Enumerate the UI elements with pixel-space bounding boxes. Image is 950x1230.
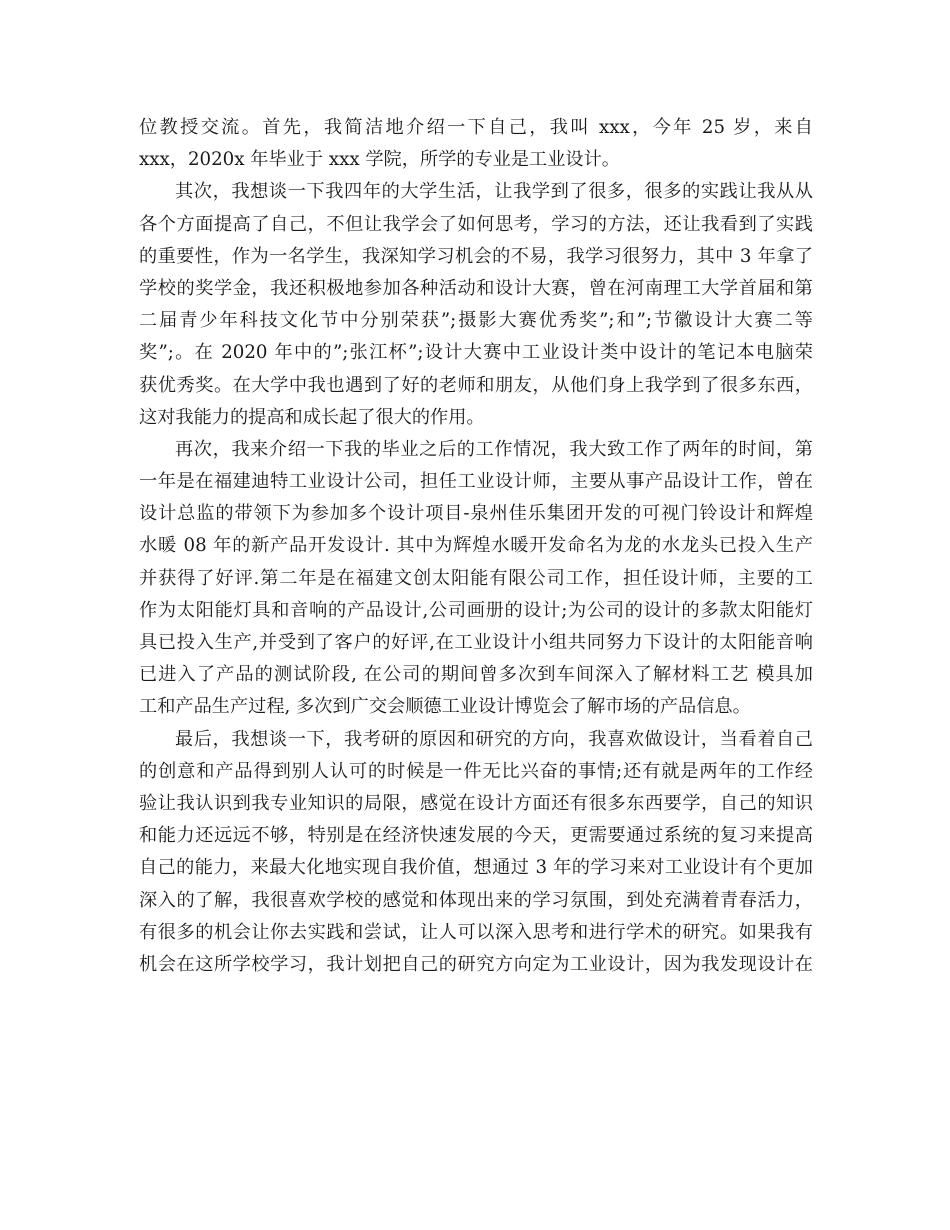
text-line: 验让我认识到我专业知识的局限，感觉在设计方面还有很多东西要学，自己的知识 [139, 792, 813, 814]
text-line: 二届青少年科技文化节中分别荣获”;摄影大赛优秀奖”;和”;节徽设计大赛二等 [139, 310, 813, 332]
text-line: 自己的能力，来最大化地实现自我价值，想通过 3 年的学习来对工业设计有个更加 [139, 857, 813, 879]
text-line: 并获得了好评.第二年是在福建文创太阳能有限公司工作，担任设计师，主要的工 [139, 567, 813, 589]
text-line: 作为太阳能灯具和音响的产品设计,公司画册的设计;为公司的设计的多款太阳能灯 [139, 599, 813, 621]
document-body [139, 112, 813, 981]
text-line: 再次，我来介绍一下我的毕业之后的工作情况，我大致工作了两年的时间，第 [175, 438, 813, 460]
text-line: 学校的奖学金，我还积极地参加各种活动和设计大赛，曾在河南理工大学首届和第 [139, 277, 813, 299]
text-line: 深入的了解，我很喜欢学校的感觉和体现出来的学习氛围，到处充满着青春活力， [139, 889, 813, 911]
text-line: 具已投入生产,并受到了客户的好评,在工业设计小组共同努力下设计的太阳能音响 [139, 632, 813, 653]
text-line: 其次，我想谈一下我四年的大学生活，让我学到了很多，很多的实践让我从从 [175, 181, 813, 203]
text-line: 设计总监的带领下为参加多个设计项目-泉州佳乐集团开发的可视门铃设计和辉煌 [139, 503, 813, 525]
text-line: 各个方面提高了自己，不但让我学会了如何思考，学习的方法，还让我看到了实践 [139, 213, 813, 235]
text-line: 这对我能力的提高和成长起了很大的作用。 [139, 406, 485, 428]
text-line: 已进入了产品的测试阶段, 在公司的期间曾多次到车间深入了解材料工艺 模具加 [139, 664, 813, 686]
text-line: 获优秀奖。在大学中我也遇到了好的老师和朋友，从他们身上我学到了很多东西， [139, 374, 813, 396]
text-line: 奖”;。在 2020 年中的”;张江杯”;设计大赛中工业设计类中设计的笔记本电脑荣 [139, 342, 813, 364]
text-line: 机会在这所学校学习，我计划把自己的研究方向定为工业设计，因为我发现设计在 [139, 953, 813, 975]
text-line: 水暖 08 年的新产品开发设计. 其中为辉煌水暖开发命名为龙的水龙头已投入生产 [139, 535, 813, 557]
text-line: 的创意和产品得到别人认可的时候是一件无比兴奋的事情;还有就是两年的工作经 [139, 760, 813, 782]
text-line: xxx，2020x 年毕业于 xxx 学院，所学的专业是工业设计。 [139, 149, 620, 171]
text-line: 一年是在福建迪特工业设计公司，担任工业设计师，主要从事产品设计工作，曾在 [139, 471, 813, 493]
text-line: 的重要性，作为一名学生，我深知学习机会的不易，我学习很努力，其中 3 年拿了 [139, 245, 813, 267]
text-line: 最后，我想谈一下，我考研的原因和研究的方向，我喜欢做设计，当看着自己 [175, 728, 813, 750]
text-line: 位教授交流。首先，我简洁地介绍一下自己，我叫 xxx，今年 25 岁，来自 [139, 117, 813, 138]
text-line: 工和产品生产过程, 多次到广交会顺德工业设计博览会了解市场的产品信息。 [139, 696, 751, 718]
text-line: 和能力还远远不够，特别是在经济快速发展的今天，更需要通过系统的复习来提高 [139, 825, 813, 847]
text-line: 有很多的机会让你去实践和尝试，让人可以深入思考和进行学术的研究。如果我有 [139, 921, 813, 943]
